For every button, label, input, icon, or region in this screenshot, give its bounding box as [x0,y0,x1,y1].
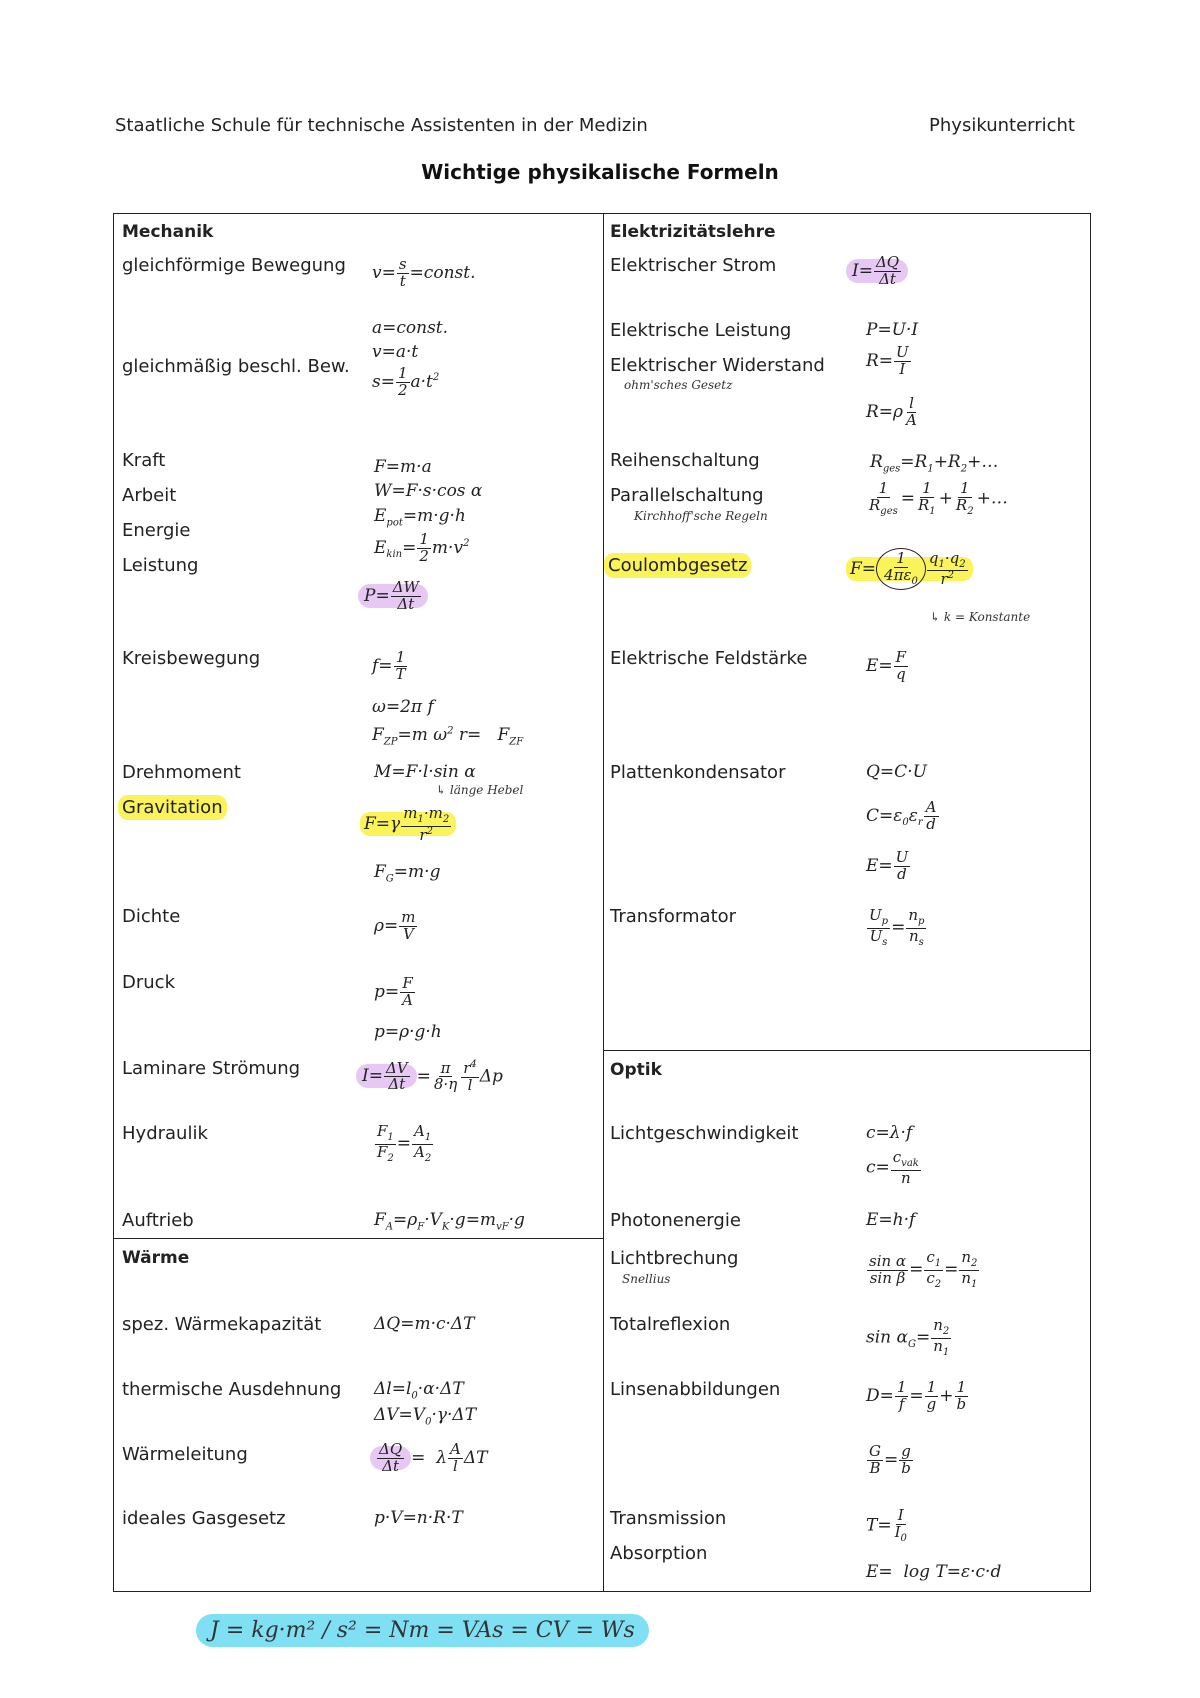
label-gasgesetz: ideales Gasgesetz [122,1508,286,1529]
formula-spez-widerstand: R=ρ $\frac{l}{A}$ [866,394,917,429]
formula-f-ma: F=m·a [374,457,432,477]
formula-totalreflexion: $\sin \alpha_G=$ $\frac{n_2}{n_1}$ [866,1316,950,1358]
formula-s-half: s= $\frac{1}{2}$ $a\cdot t^2$ [372,364,440,399]
label-waermekapazitaet: spez. Wärmekapazität [122,1314,322,1335]
label-druck: Druck [122,972,175,993]
waerme-heading: Wärme [122,1248,190,1268]
waerme-box [113,1238,604,1592]
label-drehmoment: Drehmoment [122,762,241,783]
formula-transmission: T= $\frac{I}{I_0}$ [866,1506,907,1544]
formula-parallelschaltung: $\frac{1}{R_{ges}}$ = $\frac{1}{R_1}$ + $\frac{1}{R_2}$ +… [869,479,1008,517]
formula-ohm: R= $\frac{U}{I}$ [866,343,909,378]
formula-fg: $F_G=m\cdot g$ [374,862,441,885]
formula-schweredruck: p=ρ·g·h [374,1022,442,1042]
label-absorption: Absorption [610,1543,708,1564]
formula-strom: I= $\frac{\Delta Q}{\Delta t}$ [846,255,908,288]
formula-reihenschaltung: $R_{ges}=R_1+R_2+\dots$ [870,452,999,475]
optik-heading: Optik [610,1060,662,1080]
label-kondensator: Plattenkondensator [610,762,786,783]
formula-absorption: E= log T=ε·c·d [866,1562,1002,1582]
label-transformator: Transformator [610,906,737,927]
formula-a-const: a=const. [372,318,449,338]
note-laenge: ↳ länge Hebel [436,783,524,797]
label-energie: Energie [122,520,191,541]
label-coulomb: Coulombgesetz [604,555,751,576]
formula-hagen-poiseuille: I= $\frac{\Delta V}{\Delta t}$ = $\frac{\pi}{8\cdot\eta}$ $\frac{r^4}{l}$ Δp [356,1060,503,1094]
label-waermeleitung: Wärmeleitung [122,1444,248,1465]
formula-v-at: v=a·t [372,342,419,362]
note-snellius: Snellius [622,1272,671,1286]
label-reihenschaltung: Reihenschaltung [610,450,760,471]
units-note: J = kg·m² / s² = Nm = VAs = CV = Ws [196,1614,649,1647]
label-kraft: Kraft [122,450,166,471]
label-hydraulik: Hydraulik [122,1123,208,1144]
formula-laengenausdehnung: $\Delta l=l_0\cdot\alpha\cdot\Delta T$ [374,1379,464,1402]
formula-omega: ω=2π f [372,697,434,717]
formula-snellius: $\frac{\text{sin α}}{\text{sin β}}$ = $\frac{c_1}{c_2}$ = $\frac{n_2}{n_1}$ [869,1248,978,1290]
formula-volumenausdehnung: $\Delta V=V_0\cdot\gamma\cdot\Delta T$ [374,1405,477,1428]
formula-f-freq: f= $\frac{1}{T}$ [372,648,406,683]
formula-ekin: $E_{kin}=$ $\frac{1}{2}$ $m\cdot v^2$ [374,530,470,565]
label-widerstand: Elektrischer Widerstand [610,355,825,376]
label-ausdehnung: thermische Ausdehnung [122,1379,342,1400]
label-parallelschaltung: Parallelschaltung [610,485,764,506]
label-kreisbewegung: Kreisbewegung [122,648,261,669]
label-photonenergie: Photonenergie [610,1210,741,1231]
formula-waermeleitung: $\frac{\Delta Q}{\Delta t}$ = λ $\frac{A}{l}$ ΔT [370,1442,487,1475]
mechanik-heading: Mechanik [122,222,214,242]
formula-hydraulik: $\frac{F_1}{F_2}$ = $\frac{A_1}{A_2}$ [377,1122,432,1164]
formula-el-leistung: P=U·I [866,320,919,340]
elektrizitaet-heading: Elektrizitätslehre [610,222,776,242]
label-strom: Elektrischer Strom [610,255,777,276]
label-el-leistung: Elektrische Leistung [610,320,792,341]
formula-feldstaerke: E= $\frac{F}{q}$ [866,648,907,683]
label-arbeit: Arbeit [122,485,177,506]
formula-v-const: v= $\frac{s}{t}$ =const. [372,255,476,290]
label-feldstaerke: Elektrische Feldstärke [610,648,808,669]
formula-gasgesetz: p·V=n·R·T [374,1508,463,1528]
formula-epot: $E_{pot}=m\cdot g\cdot h$ [374,506,466,529]
label-laminar: Laminare Strömung [122,1058,301,1079]
formula-fzp: $F_{ZP}=m$ $\omega^2$ $r= F_{ZF}$ [372,725,524,748]
school-name: Staatliche Schule für technische Assistenten in der Medizin [115,115,648,136]
formula-brechkraft: D= $\frac{1}{f}$ = $\frac{1}{g}$ + $\frac{1}{b}$ [866,1378,967,1413]
formula-drehmoment: M=F·l·sin α [374,762,476,782]
label-lichtgeschwindigkeit: Lichtgeschwindigkeit [610,1123,799,1144]
formula-gravitation: F=γ $\frac{m_1\cdot m_2}{r^2}$ [360,806,456,843]
label-beschleunigt: gleichmäßig beschl. Bew. [122,356,350,377]
formula-feld-kondensator: E= $\frac{U}{d}$ [866,848,909,883]
formula-kapazitaet: $C=\varepsilon_0\varepsilon_r$ $\frac{A}{d}$ [866,798,937,833]
label-leistung: Leistung [122,555,199,576]
label-dichte: Dichte [122,906,181,927]
note-kirchhoff: Kirchhoff'sche Regeln [634,509,768,523]
label-gravitation: Gravitation [118,797,227,818]
formula-p-leistung: P= $\frac{\Delta W}{\Delta t}$ [358,580,428,613]
label-lichtbrechung: Lichtbrechung [610,1248,739,1269]
formula-druck: p= $\frac{F}{A}$ [374,974,413,1009]
label-totalreflexion: Totalreflexion [610,1314,731,1335]
formula-transformator: $\frac{U_p}{U_s}$ = $\frac{n_p}{n_s}$ [869,906,925,948]
formula-dichte: ρ= $\frac{m}{V}$ [374,908,416,943]
note-ohm: ohm'sches Gesetz [624,378,733,392]
label-linsen: Linsenabbildungen [610,1379,781,1400]
formula-w: W=F·s·cos α [374,481,483,501]
formula-auftrieb: $F_A=\rho_F\cdot V_K\cdot g=m_{vF}\cdot g$ [374,1210,525,1233]
label-auftrieb: Auftrieb [122,1210,194,1231]
formula-abbildung: $\frac{G}{B}$ = $\frac{g}{b}$ [869,1442,911,1477]
formula-waermemenge: ΔQ=m·c·ΔT [374,1314,475,1334]
label-gleichfoermig: gleichförmige Bewegung [122,255,346,276]
formula-kondensator-q: Q=C·U [866,762,927,782]
formula-c-medium: c= $\frac{c_{vak}}{n}$ [866,1148,919,1187]
page-title: Wichtige physikalische Formeln [421,160,779,184]
subject-name: Physikunterricht [929,115,1075,136]
formula-c-lambda: c=λ·f [866,1123,913,1143]
formula-photon: E=h·f [866,1210,916,1230]
label-transmission: Transmission [610,1508,727,1529]
formula-coulomb: F= $\frac{1}{4\pi\varepsilon_0}$ $\frac{q_1\cdot q_2}{r^2}$ [846,548,973,590]
note-konstante: ↳ k = Konstante [930,610,1031,624]
